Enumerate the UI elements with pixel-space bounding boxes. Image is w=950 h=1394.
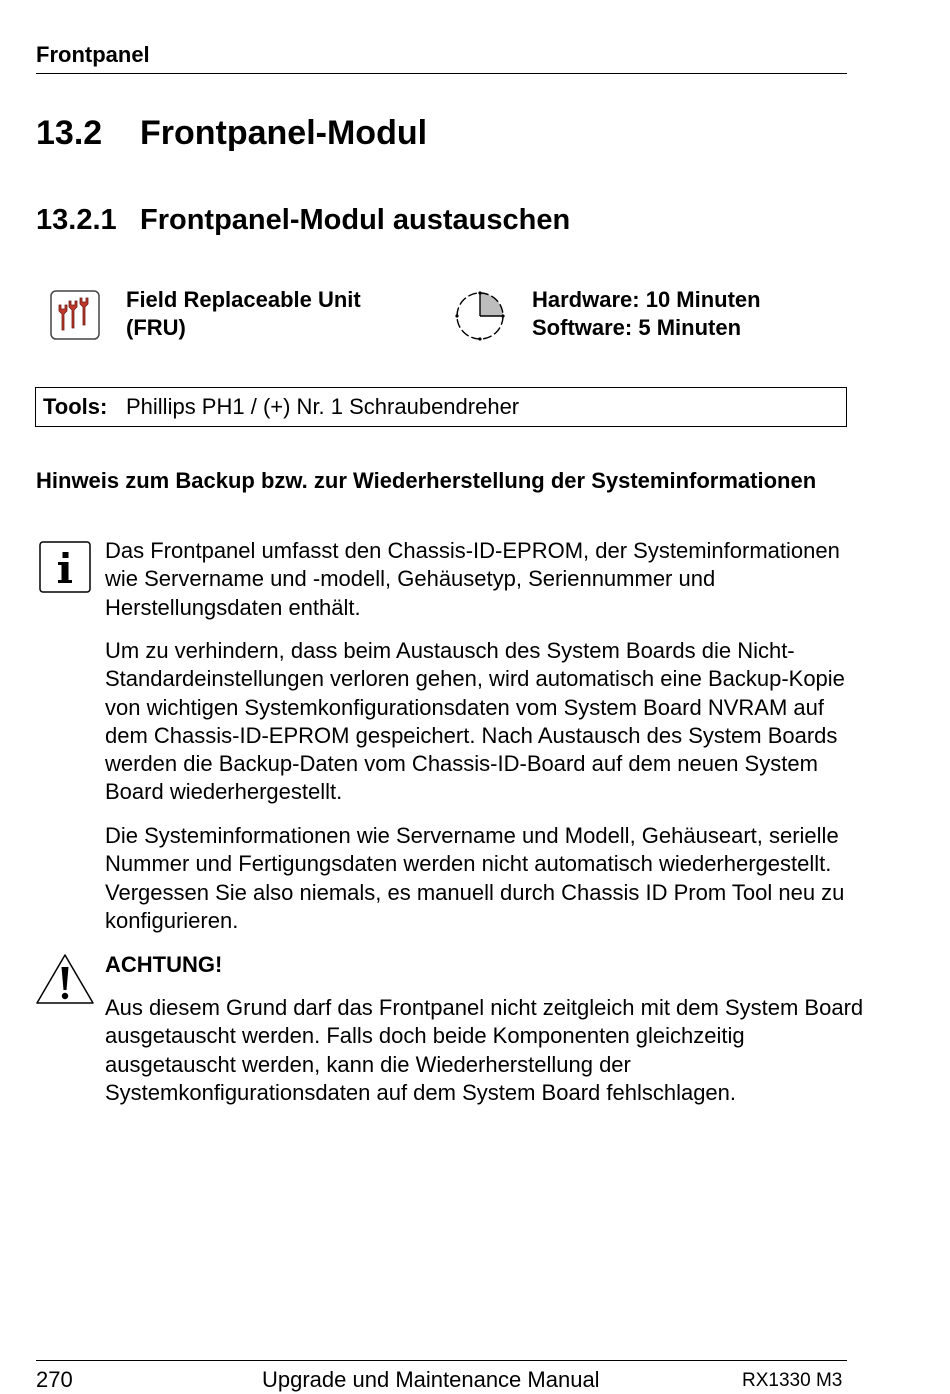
software-time: Software: 5 Minuten [532, 315, 742, 340]
hardware-time: Hardware: 10 Minuten [532, 287, 761, 312]
manual-title: Upgrade und Maintenance Manual [262, 1367, 600, 1392]
subsection-heading [36, 204, 570, 237]
tools-value: Phillips PH1 / (+) Nr. 1 Schraubendreher [126, 394, 520, 419]
running-header: Frontpanel [36, 42, 150, 67]
warning-text: Aus diesem Grund darf das Frontpanel nicht zeitgleich mit dem System Board ausgetauscht werden. Falls doch beide Komponenten gleichzeitig ausgetauscht werden, kann die Wiederherstellung der Systemkonfigurationsdaten auf dem System Board fehlschlagen. [105, 995, 864, 1105]
warning-title: ACHTUNG! [105, 952, 223, 977]
time-estimate [532, 286, 761, 342]
header-rule [36, 73, 847, 74]
subsection-number: 13.2.1 [36, 204, 117, 236]
fru-label-line2: (FRU) [126, 315, 186, 340]
info-icon [39, 541, 91, 593]
note-paragraph: Die Systeminformationen wie Servername und Modell, Gehäuseart, serielle Nummer und Fertigungsdaten werden nicht automatisch wiederhergestellt. Vergessen Sie also niemals, es manuell durch Chassis ID Prom Tool neu zu konfigurieren. [105, 823, 845, 933]
footer-rule [36, 1360, 847, 1361]
warning-icon [34, 952, 96, 1006]
tools-label: Tools: [43, 394, 108, 419]
section-heading [36, 114, 427, 153]
fru-label-line1: Field Replaceable Unit [126, 287, 361, 312]
tools-box [35, 387, 847, 427]
note-paragraph: Um zu verhindern, dass beim Austausch des System Boards die Nicht-Standardeinstellungen verloren gehen, wird automatisch eine Backup-Kopie von wichtigen Systemkonfigurationsdaten vom System Board NVRAM auf dem Chassis-ID-EPROM gespeichert. Nach Austausch des System Boards werden die Backup-Daten vom Chassis-ID-Board auf dem neuen System Board wiederhergestellt. [105, 638, 845, 805]
clock-icon [454, 290, 506, 342]
fru-label [126, 286, 361, 342]
page-number: 270 [36, 1367, 73, 1392]
note-heading: Hinweis zum Backup bzw. zur Wiederherstellung der Systeminformationen [36, 468, 817, 493]
model-name: RX1330 M3 [742, 1370, 843, 1391]
note-paragraph: Das Frontpanel umfasst den Chassis-ID-EPROM, der Systeminformationen wie Servername und -modell, Gehäusetyp, Seriennummer und Herstellungsdaten enthält. [105, 538, 840, 620]
section-title: Frontpanel-Modul [140, 114, 428, 152]
section-number: 13.2 [36, 114, 103, 152]
subsection-title: Frontpanel-Modul austauschen [140, 204, 571, 236]
fru-wrench-icon [50, 290, 100, 340]
